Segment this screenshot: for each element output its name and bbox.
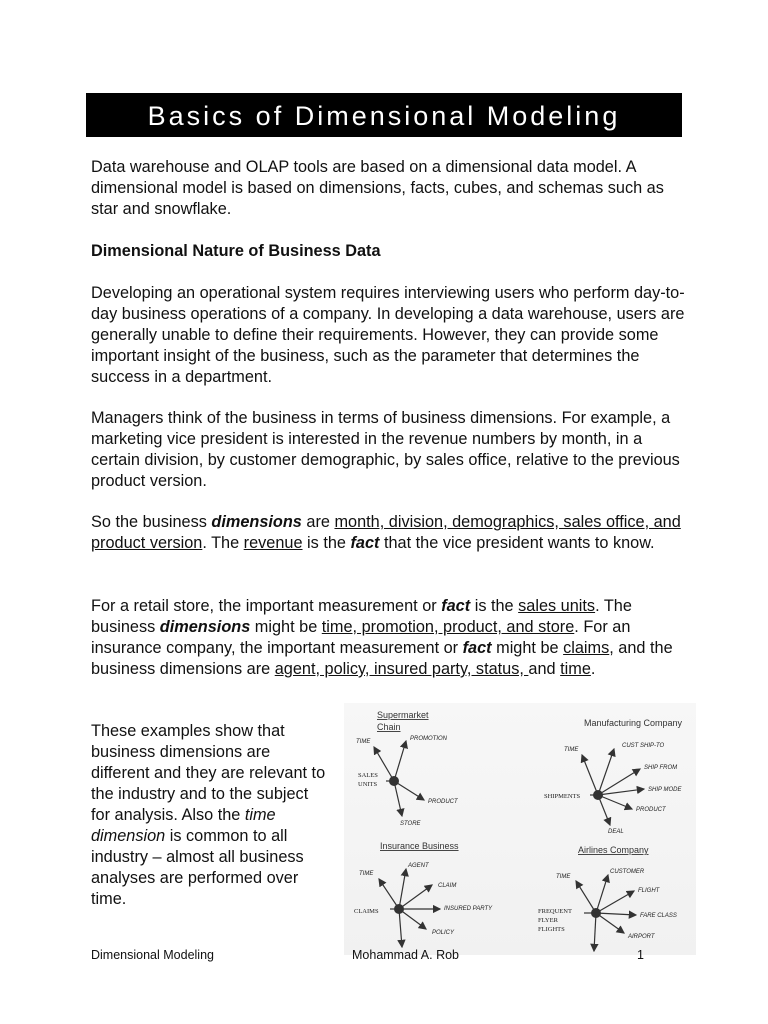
supermarket-arrow-store [394, 781, 402, 816]
insurance-dim-agent: AGENT [408, 863, 429, 869]
airlines-dim-airport: AIRPORT [628, 934, 655, 940]
manufacturing-dim-deal: DEAL [608, 829, 624, 835]
insurance-dim-time: TIME [359, 871, 374, 877]
airlines-fact-line1: FREQUENT [538, 908, 572, 915]
insurance-dim-claim: CLAIM [438, 883, 457, 889]
star-diagrams [344, 703, 696, 955]
paragraph-retail-insurance: For a retail store, the important measurement or fact is the sales units. The business dimensions might be time, promotion, product, and store. For an insurance company, the important measurement or fact might be claims, and the business dimensions are agent, policy, insured party, status, and time. [91, 597, 673, 678]
supermarket-title-line1: Supermarket [377, 710, 429, 720]
paragraph-operational: Developing an operational system requires interviewing users who perform day-to-day business operations of a company. In developing a data warehouse, users are generally unable to define their requirements. However, they can provide some important insight of the business, such as the parameter that determines the success in a department. [91, 284, 685, 386]
manufacturing-fact: SHIPMENTS [544, 793, 581, 800]
insurance-arrow-time [379, 879, 399, 909]
manufacturing-dim-ship-mode: SHIP MODE [648, 787, 682, 793]
insurance-arrow-status [399, 909, 402, 947]
paragraph-business-dimensions: So the business dimensions are month, division, demographics, sales office, and product version. The revenue is the fact that the vice president wants to know. [91, 513, 681, 552]
footer-author: Mohammad A. Rob [352, 948, 459, 962]
supermarket-dim-time: TIME [356, 739, 371, 745]
airlines-fact-line2: FLYER [538, 917, 558, 924]
supermarket-dim-store: STORE [400, 821, 421, 827]
manufacturing-dim-ship-from: SHIP FROM [644, 765, 678, 771]
intro-paragraph: Data warehouse and OLAP tools are based on a dimensional data model. A dimensional model is based on dimensions, facts, cubes, and schemas such as star and snowflake. [91, 158, 664, 218]
airlines-dim-customer: CUSTOMER [610, 869, 645, 875]
supermarket-diagram [356, 710, 459, 827]
supermarket-fact-line2: UNITS [358, 781, 378, 788]
manufacturing-title: Manufacturing Company [584, 718, 683, 728]
insurance-arrow-agent [399, 869, 406, 909]
manufacturing-arrow-time [582, 755, 598, 795]
supermarket-arrow-promotion [394, 741, 406, 781]
airlines-dim-fare-class: FARE CLASS [640, 913, 677, 919]
airlines-dim-flight: FLIGHT [638, 888, 660, 894]
insurance-dim-insured-party: INSURED PARTY [444, 906, 493, 912]
airlines-title: Airlines Company [578, 845, 649, 855]
airlines-arrow-airport [596, 913, 624, 933]
manufacturing-dim-product: PRODUCT [636, 807, 666, 813]
footer-left: Dimensional Modeling [91, 948, 214, 962]
footer-page-number: 1 [637, 948, 644, 962]
page-title: Basics of Dimensional Modeling [86, 93, 682, 137]
manufacturing-dim-cust-ship-to: CUST SHIP-TO [622, 743, 665, 749]
airlines-arrow-status [594, 913, 596, 951]
insurance-arrow-policy [399, 909, 426, 929]
airlines-fact-line3: FLIGHTS [538, 926, 565, 933]
insurance-arrow-claim [399, 885, 432, 909]
supermarket-dim-product: PRODUCT [428, 799, 458, 805]
dimension-examples-figure [344, 703, 696, 955]
manufacturing-arrow-ship-mode [598, 789, 644, 795]
airlines-diagram [538, 845, 677, 951]
supermarket-dim-promotion: PROMOTION [410, 736, 447, 742]
manufacturing-diagram [544, 718, 683, 835]
airlines-arrow-time [576, 881, 596, 913]
insurance-fact: CLAIMS [354, 908, 379, 915]
airlines-dim-time: TIME [556, 874, 571, 880]
insurance-title: Insurance Business [380, 841, 459, 851]
airlines-arrow-fare-class [596, 913, 636, 915]
paragraph-managers: Managers think of the business in terms of business dimensions. For example, a marketing vice president is interested in the revenue numbers by month, in a certain division, by customer demographic, by sales office, relative to the previous product version. [91, 409, 680, 490]
manufacturing-arrow-ship-from [598, 769, 640, 795]
paragraph-examples: These examples show that business dimensions are different and they are relevant to the industry and to the subject for analysis. Also the time dimension is common to all industry – almost all business analyses are performed over time. [91, 722, 326, 908]
insurance-diagram [354, 841, 493, 947]
supermarket-title-line2: Chain [377, 722, 401, 732]
supermarket-fact-line1: SALES [358, 772, 378, 779]
manufacturing-arrow-cust-ship-to [598, 749, 614, 795]
supermarket-arrow-product [394, 781, 424, 800]
insurance-dim-policy: POLICY [432, 930, 455, 936]
manufacturing-dim-time: TIME [564, 747, 579, 753]
section-heading: Dimensional Nature of Business Data [91, 242, 381, 260]
